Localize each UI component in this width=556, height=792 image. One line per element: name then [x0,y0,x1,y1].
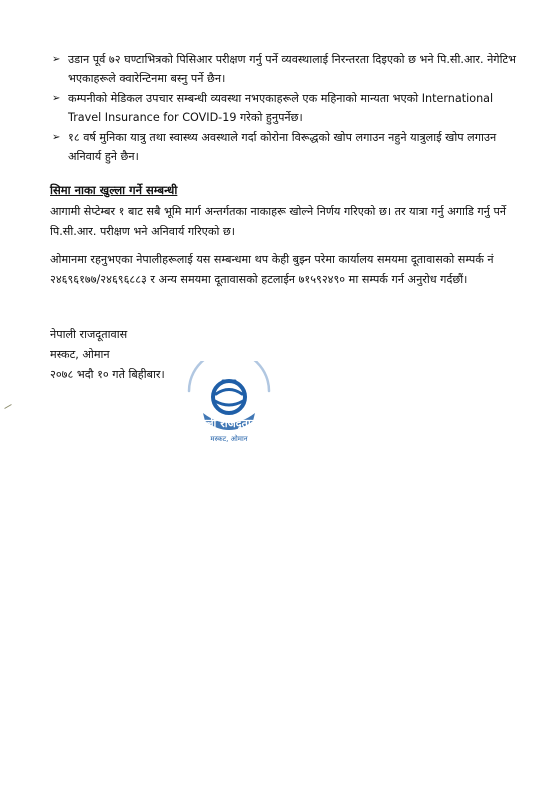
bullet-item [50,128,520,166]
letter-date: २०७८ भदौ १० गते बिहीबार। [50,368,165,381]
seal-bottom-text: मस्कट, ओमान [210,435,248,443]
bullet-text: कम्पनीको मेडिकल उपचार सम्बन्धी व्यवस्था नभएकाहरूले एक महिनाको मान्यता भएको International Travel Insurance for COVID-19 गरेको हुनुपर्नेछ। [68,92,494,124]
margin-pen-mark [4,404,11,409]
bullet-item [50,50,520,88]
bullet-text: उडान पूर्व ७२ घण्टाभित्रको पिसिआर परीक्षण गर्नु पर्ने व्यवस्थालाई निरन्तरता दिइएको छ भने पि.सी.आर. नेगेटिभ भएकाहरूले क्वारेन्टिनमा बस्नु पर्ने छैन। [68,53,516,85]
arrow-bullet-icon: ➢ [52,132,61,143]
signoff-block [50,325,165,385]
arrow-bullet-icon: ➢ [52,93,61,104]
embassy-seal-stamp [183,361,275,445]
section-heading: सिमा नाका खुल्ला गर्ने सम्बन्धी [50,183,178,197]
bullet-list [50,50,520,167]
bullet-item [50,89,520,127]
bullet-text: १८ वर्ष मुनिका यात्रु तथा स्वास्थ्य अवस्थाले गर्दा कोरोना विरूद्धको खोप लगाउन नहुने यात्रुलाई खोप लगाउन अनिवार्य हुने छैन। [68,131,497,163]
contact-paragraph: ओमानमा रहनुभएका नेपालीहरूलाई यस सम्बन्धमा थप केही बुझ्न परेमा कार्यालय समयमा दूतावासको सम्पर्क नं २४६९६१७७/२४६९६८८३ र अन्य समयमा दूतावासको हटलाईन ७१५९२४९० मा सम्पर्क गर्न अनुरोध गर्दछौं। [50,253,494,286]
seal-top-text: नेपाली राजदूतावास [190,417,268,430]
section-paragraph: आगामी सेप्टेम्बर १ बाट सबै भूमि मार्ग अन्तर्गतका नाकाहरू खोल्ने निर्णय गरिएको छ। तर यात्रा गर्नु अगाडि गर्नु पर्ने पि.सी.आर. परीक्षण भने अनिवार्य गरिएको छ। [50,205,507,238]
arrow-bullet-icon: ➢ [52,54,61,65]
embassy-name: नेपाली राजदूतावास [50,328,128,341]
embassy-location: मस्कट, ओमान [50,348,110,361]
